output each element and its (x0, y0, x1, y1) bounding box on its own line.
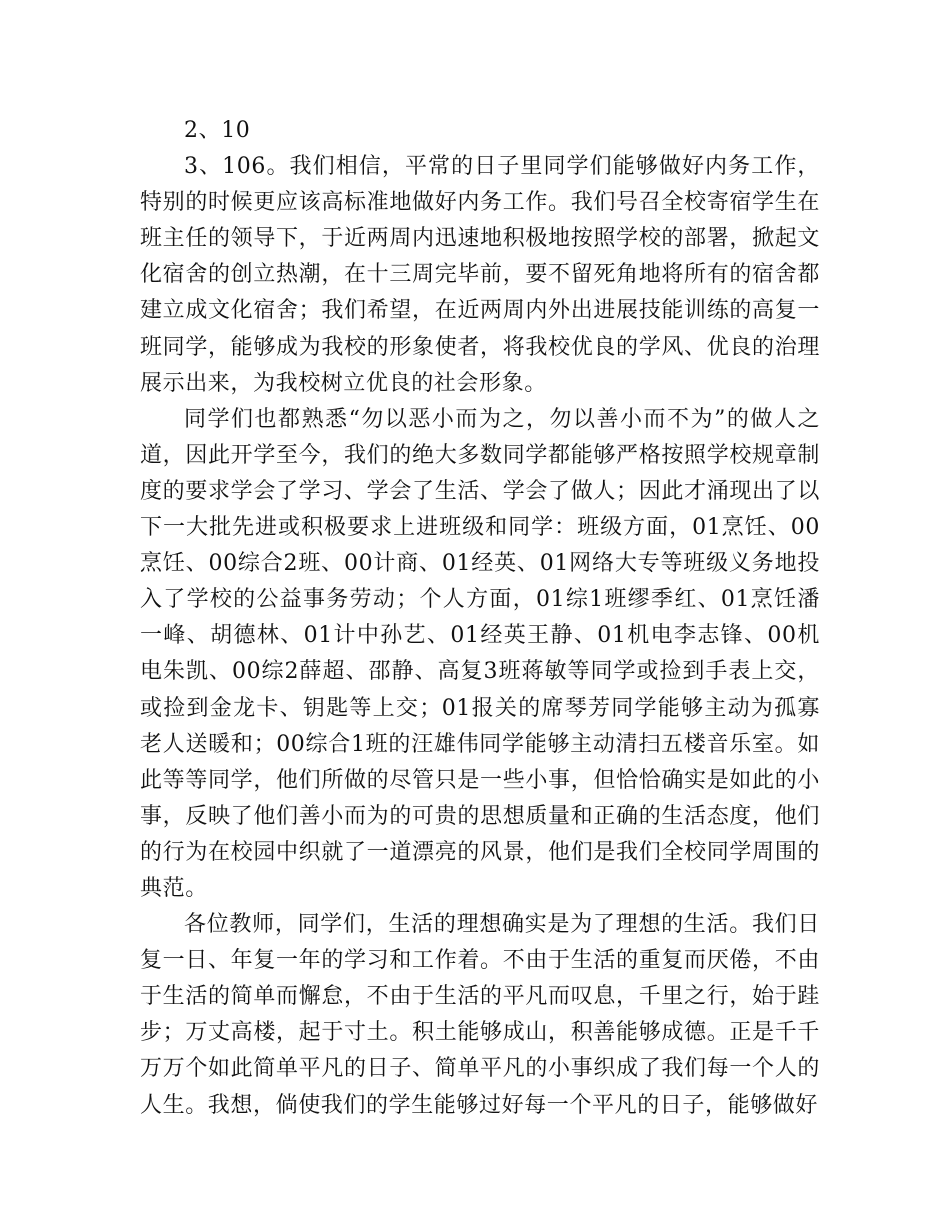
paragraph-item-2-10: 2、10 (184, 118, 251, 143)
paragraph-ordinary-life: 各位教师，同学们，生活的理想确实是为了理想的生活。我们日复一日、年复一年的学习和工作着。不由于生活的重复而厌倦，不由于生活的简单而懈怠，不由于生活的平凡而叹息，千里之行，始于跬步；万丈高楼，起于寸土。积土能够成山，积善能够成德。正是千千万万个如此简单平凡的日子、简单平凡的小事织成了我们每一个人的人生。我想，倘使我们的学生能够过好每一个平凡的日子，能够做好 (140, 912, 820, 1118)
document-body (140, 113, 820, 1124)
paragraph-good-deeds: 同学们也都熟悉“勿以恶小而为之，勿以善小而不为”的做人之道，因此开学至今，我们的绝大多数同学都能够严格按照学校规章制度的要求学会了学习、学会了生活、学会了做人；因此才涌现出了以下一大批先进或积极要求上进班级和同学：班级方面，01烹饪、00烹饪、00综合2班、00计商、01经英、01网络大专等班级义务地投入了学校的公益事务劳动；个人方面，01综1班缪季红、01烹饪潘一峰、胡德林、01计中孙艺、01经英王静、01机电李志锋、00机电朱凯、00综2薛超、邵静、高复3班蒋敏等同学或捡到手表上交，或捡到金龙卡、钥匙等上交；01报关的席琴芳同学能够主动为孤寡老人送暖和；00综合1班的汪雄伟同学能够主动清扫五楼音乐室。如此等等同学，他们所做的尽管只是一些小事，但恰恰确实是如此的小事，反映了他们善小而为的可贵的思想质量和正确的生活态度，他们的行为在校园中织就了一道漂亮的风景，他们是我们全校同学周围的典范。 (140, 406, 820, 901)
paragraph-item-3-106: 3、106。我们相信，平常的日子里同学们能够做好内务工作，特别的时候更应该高标准地做好内务工作。我们号召全校寄宿学生在班主任的领导下，于近两周内迅速地积极地按照学校的部署，掀起文化宿舍的创立热潮，在十三周完毕前，要不留死角地将所有的宿舍都建立成文化宿舍；我们希望，在近两周内外出进展技能训练的高复一班同学，能够成为我校的形象使者，将我校优良的学风、优良的治理展示出来，为我校树立优良的社会形象。 (140, 154, 820, 396)
